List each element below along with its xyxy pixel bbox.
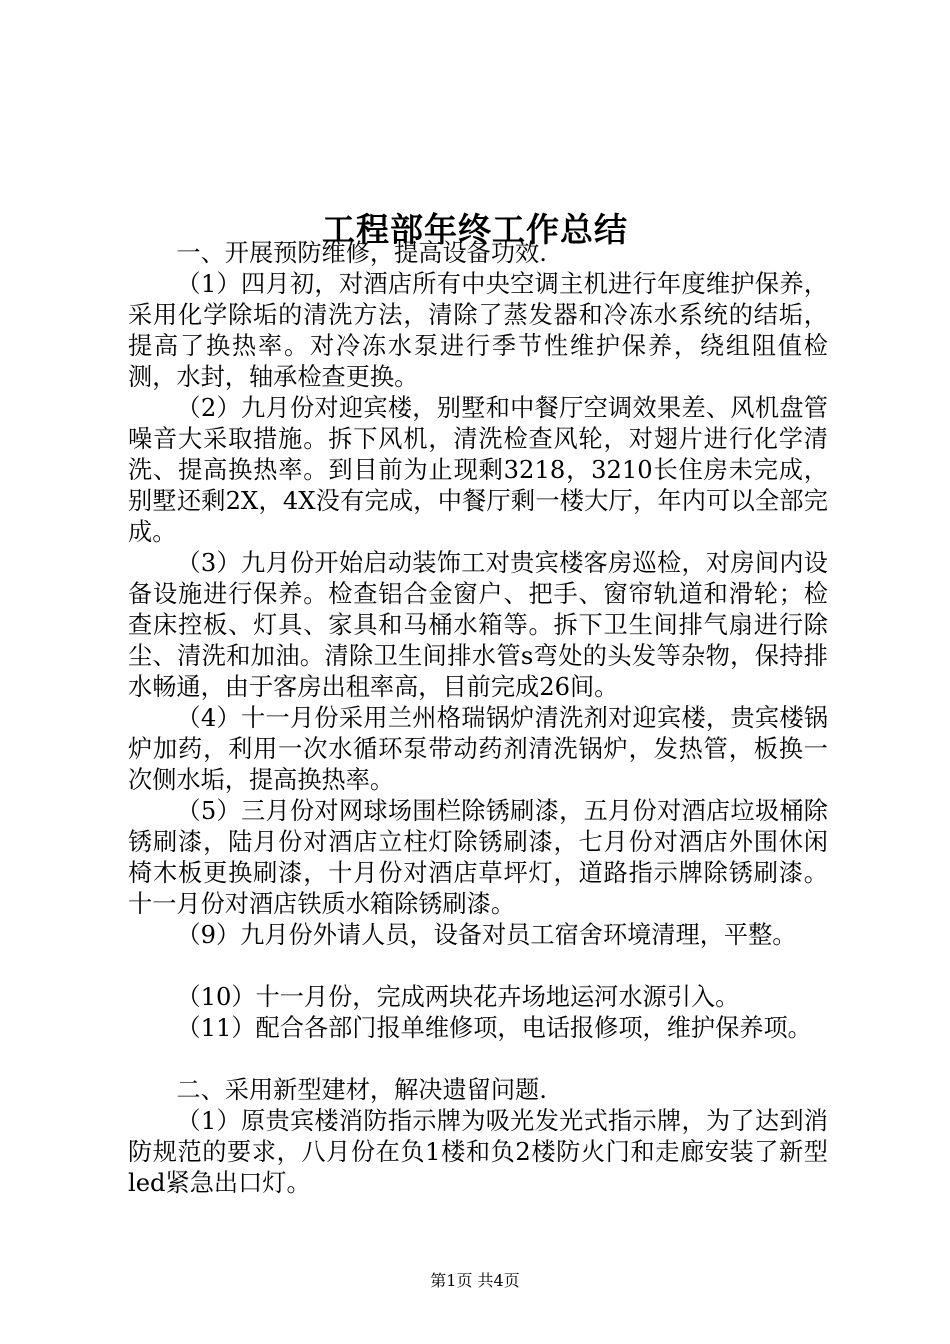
paragraph-item-4: （4）十一月份采用兰州格瑞锅炉清洗剂对迎宾楼，贵宾楼锅炉加药，利用一次水循环泵带动药剂清洗锅炉，发热管，板换一次侧水垢，提高换热率。: [128, 704, 828, 794]
paragraph-item-2-1: （1）原贵宾楼消防指示牌为吸光发光式指示牌，为了达到消防规范的要求，八月份在负1楼和负2楼防火门和走廊安装了新型led紧急出口灯。: [128, 1107, 828, 1197]
paragraph-item-11: （11）配合各部门报单维修项，电话报修项，维护保养项。: [176, 1014, 812, 1042]
page-number-footer: 第1页 共4页: [430, 1271, 520, 1290]
document-body: [128, 238, 828, 1199]
paragraph-item-10: （10）十一月份，完成两块花卉场地运河水源引入。: [176, 983, 740, 1011]
section-heading-2: 二、采用新型建材，解决遗留问题.: [176, 1076, 547, 1104]
section-heading-1: 一、开展预防维修，提高设备功效.: [176, 239, 547, 267]
paragraph-item-9: （9）九月份外请人员，设备对员工宿舍环境清理，平整。: [176, 921, 797, 949]
document-title: 工程部年终工作总结: [322, 210, 628, 250]
blank-line: [128, 1044, 828, 1075]
paragraph-item-3: （3）九月份开始启动装饰工对贵宾楼客房巡检，对房间内设备设施进行保养。检查铝合金窗户、把手、窗帘轨道和滑轮；检查床控板、灯具、家具和马桶水箱等。拆下卫生间排气扇进行除尘、清洗和加油。清除卫生间排水管s弯处的头发等杂物，保持排水畅通，由于客房出租率高，目前完成26间。: [128, 549, 828, 701]
paragraph-item-2: （2）九月份对迎宾楼，别墅和中餐厅空调效果差、风机盘管噪音大采取措施。拆下风机，清洗检查风轮，对翅片进行化学清洗、提高换热率。到目前为止现剩3218，3210长住房未完成，别墅还剩2X，4X没有完成，中餐厅剩一楼大厅，年内可以全部完成。: [128, 394, 828, 546]
blank-line: [128, 951, 828, 982]
paragraph-item-5: （5）三月份对网球场围栏除锈刷漆，五月份对酒店垃圾桶除锈刷漆，陆月份对酒店立柱灯除锈刷漆，七月份对酒店外围休闲椅木板更换刷漆，十月份对酒店草坪灯，道路指示牌除锈刷漆。十一月份对酒店铁质水箱除锈刷漆。: [128, 797, 828, 918]
paragraph-item-1: （1）四月初，对酒店所有中央空调主机进行年度维护保养，采用化学除垢的清洗方法，清除了蒸发器和冷冻水系统的结垢，提高了换热率。对冷冻水泵进行季节性维护保养，绕组阻值检测，水封，轴承检查更换。: [128, 270, 828, 391]
